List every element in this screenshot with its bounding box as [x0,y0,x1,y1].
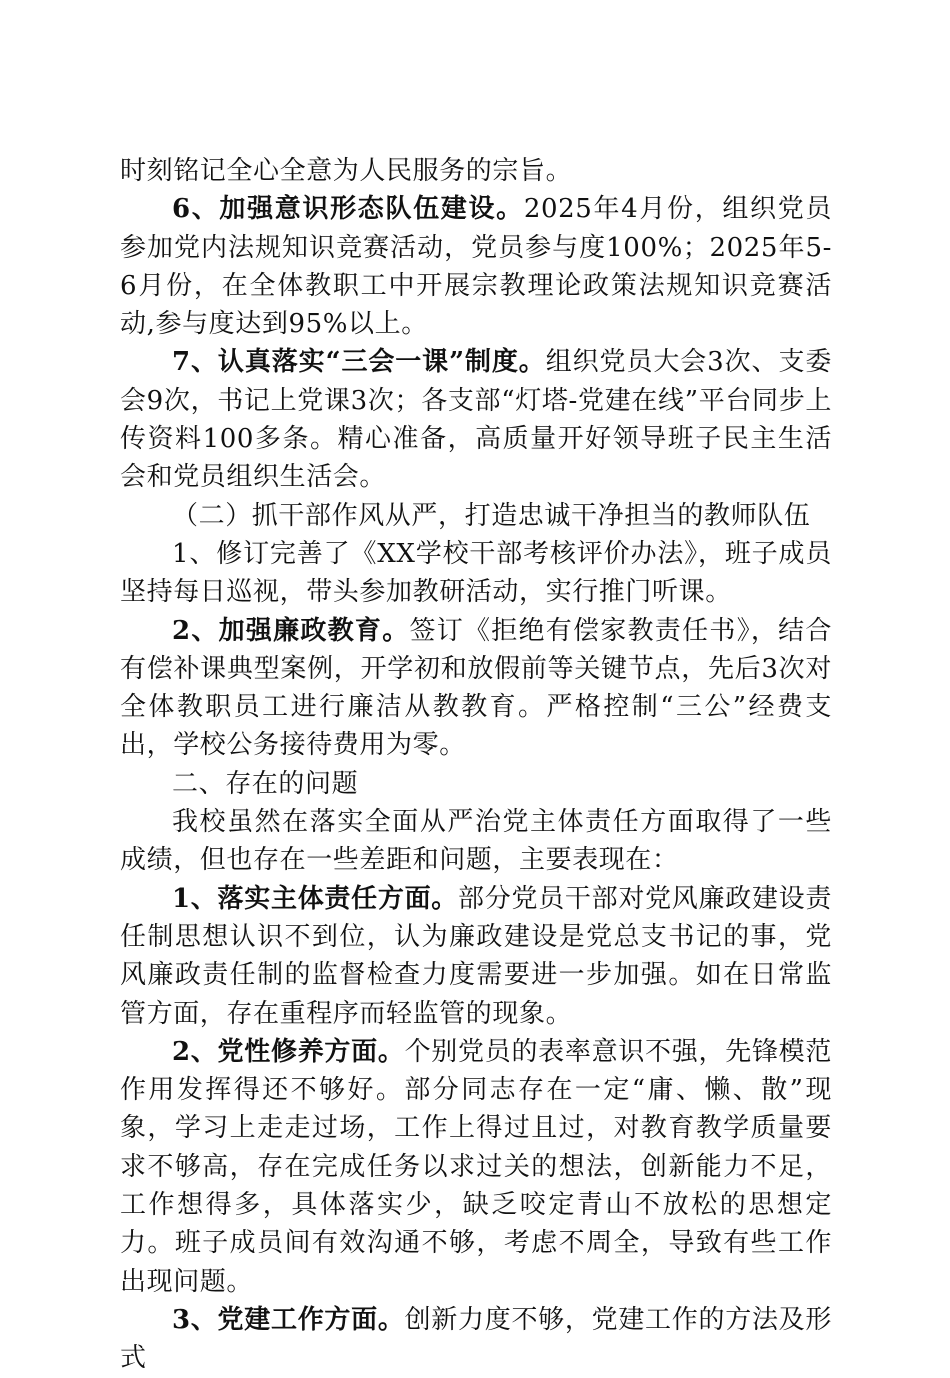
paragraph-item-1 [120,535,832,612]
subsection-heading-text: （二）抓干部作风从严，打造忠诚干净担当的教师队伍 [172,500,811,531]
paragraph-lead: 1、落实主体责任方面。 [172,883,459,914]
paragraph-continuation [120,152,832,190]
subsection-heading [120,497,832,535]
section-heading [120,765,832,803]
paragraph-item-7 [120,343,832,496]
paragraph-problem-2 [120,1033,832,1301]
paragraph-lead: 3、党建工作方面。 [172,1304,405,1335]
paragraph-text: 签订《拒绝有偿家教责任书》，结合有偿补课典型案例，开学初和放假前等关键节点，先后3次对全体教职员工进行廉洁从教教育。严格控制“三公”经费支出，学校公务接待费用为零。 [120,615,832,761]
paragraph-problem-1 [120,880,832,1033]
paragraph-lead: 6、加强意识形态队伍建设。 [172,194,524,225]
paragraph-text: 2025年4月份，组织党员参加党内法规知识竞赛活动，党员参与度100%；2025年5-6月份，在全体教职工中开展宗教理论政策法规知识竞赛活动,参与度达到95%以上。 [120,194,832,340]
paragraph-lead: 2、党性修养方面。 [172,1036,405,1067]
paragraph-text: 时刻铭记全心全意为人民服务的宗旨。 [120,156,573,186]
paragraph-text: 个别党员的表率意识不强，先锋模范作用发挥得还不够好。部分同志存在一定“庸、懒、散”现象，学习上走走过场，工作上得过且过，对教育教学质量要求不够高，存在完成任务以求过关的想法，创新能力不足，工作想得多，具体落实少，缺乏咬定青山不放松的思想定力。班子成员间有效沟通不够，考虑不周全，导致有些工作出现问题。 [120,1036,832,1297]
paragraph-text: 组织党员大会3次、支委会9次，书记上党课3次；各支部“灯塔-党建在线”平台同步上传资料100多条。精心准备，高质量开好领导班子民主生活会和党员组织生活会。 [120,347,832,493]
paragraph-intro [120,803,832,880]
paragraph-text: 部分党员干部对党风廉政建设责任制思想认识不到位，认为廉政建设是党总支书记的事，党风廉政责任制的监督检查力度需要进一步加强。如在日常监管方面，存在重程序而轻监管的现象。 [120,883,832,1029]
document-body [120,152,832,1378]
paragraph-item-2 [120,612,832,765]
section-heading-text: 二、存在的问题 [172,768,359,799]
paragraph-problem-3 [120,1301,832,1378]
paragraph-text: 创新力度不够，党建工作的方法及形式 [120,1304,832,1374]
paragraph-lead: 2、加强廉政教育。 [172,615,410,646]
paragraph-text: 1、修订完善了《XX学校干部考核评价办法》，班子成员坚持每日巡视，带头参加教研活动，实行推门听课。 [120,538,832,608]
paragraph-lead: 7、认真落实“三会一课”制度。 [172,347,546,378]
paragraph-item-6 [120,190,832,343]
paragraph-text: 我校虽然在落实全面从严治党主体责任方面取得了一些成绩，但也存在一些差距和问题，主要表现在： [120,807,832,876]
